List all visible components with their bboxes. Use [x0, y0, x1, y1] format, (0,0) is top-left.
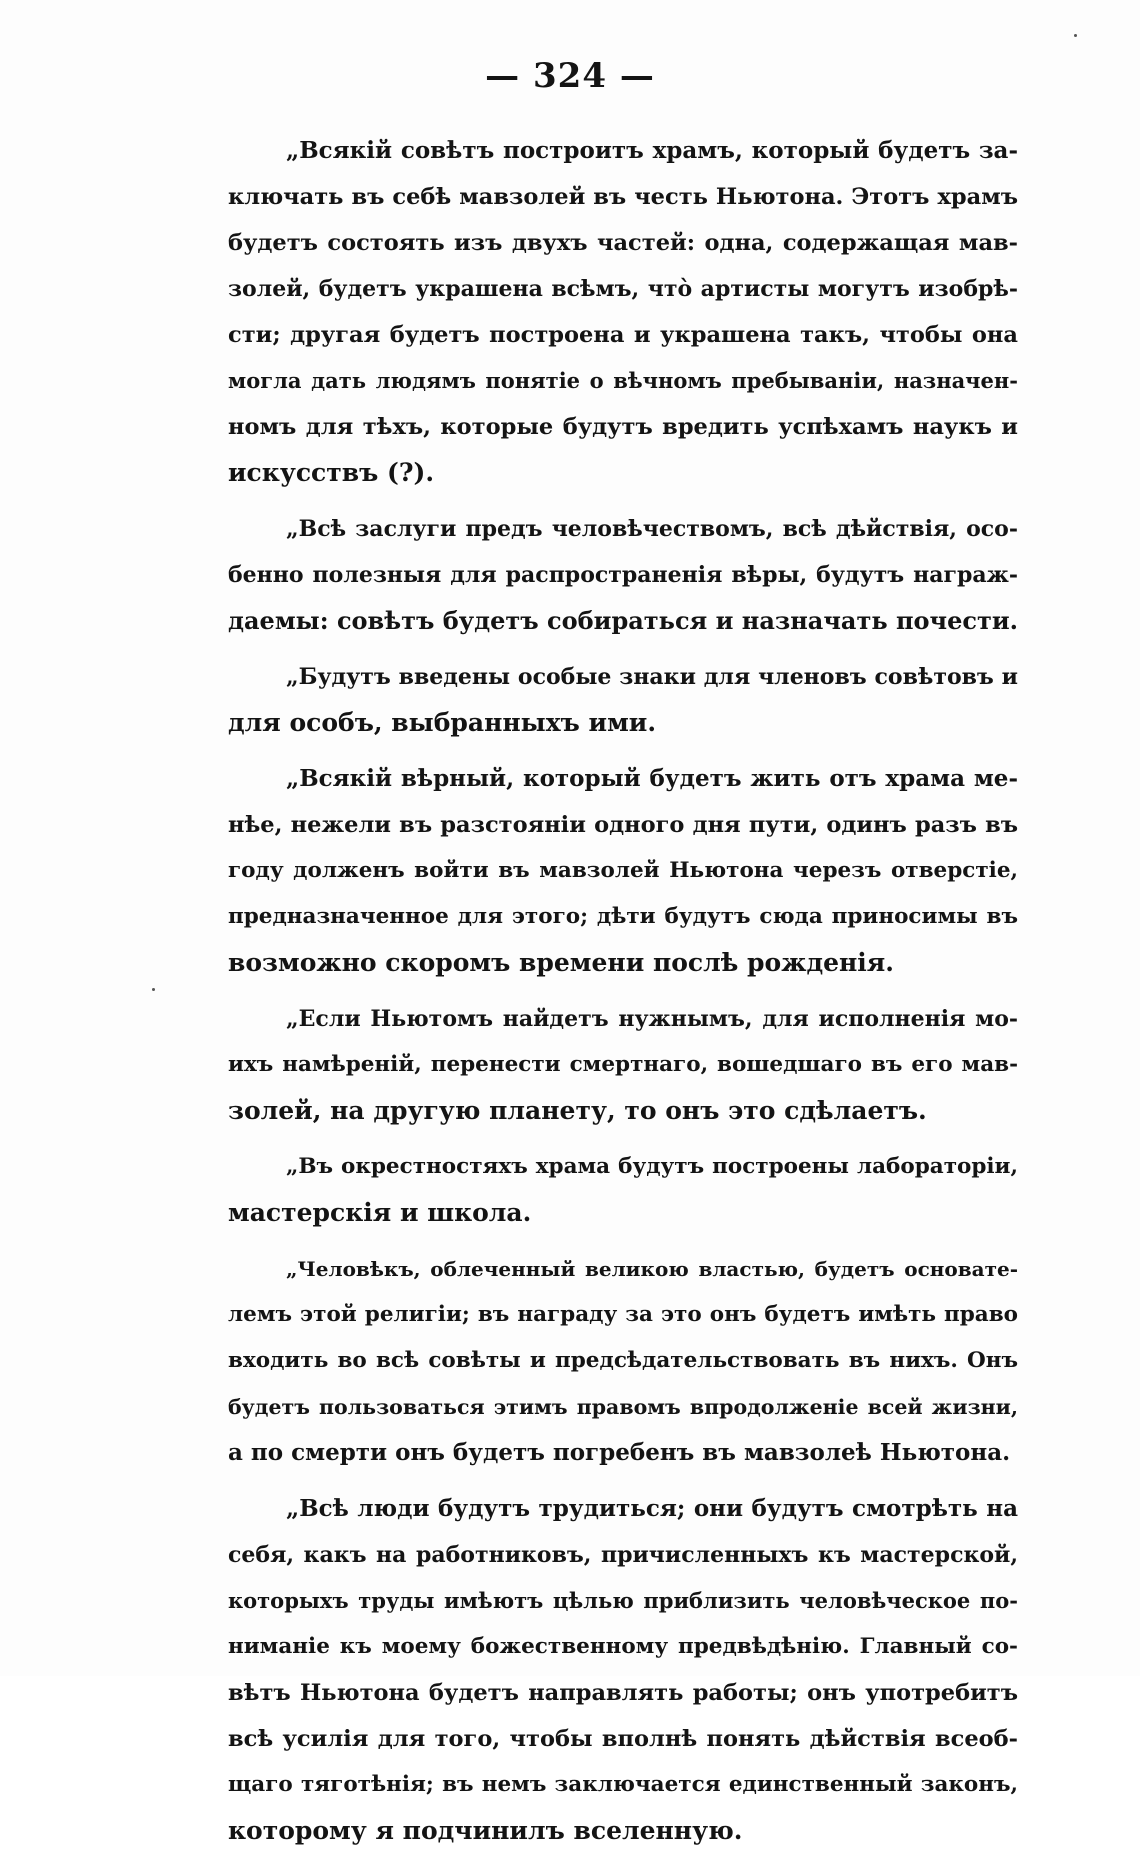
- text-line: золей, будетъ украшена всѣмъ, что̀ артисты могутъ изобрѣ-: [228, 276, 1018, 302]
- text-line: для особъ, выбранныхъ ими.: [228, 708, 657, 737]
- text-line: „Если Ньютомъ найдетъ нужнымъ, для исполненія мо-: [286, 1006, 1018, 1032]
- text-line: могла дать людямъ понятіе о вѣчномъ пребываніи, назначен-: [228, 368, 1018, 393]
- text-line: предназначенное для этого; дѣти будутъ сюда приносимы въ: [228, 904, 1018, 929]
- text-line: себя, какъ на работниковъ, причисленныхъ къ мастерской,: [228, 1542, 1018, 1568]
- text-line: бенно полезныя для распространенія вѣры, будутъ награж-: [228, 562, 1018, 588]
- text-line: всѣ усилія для того, чтобы вполнѣ понять дѣйствія всеоб-: [228, 1726, 1018, 1752]
- text-line: „Всѣ люди будутъ трудиться; они будутъ смотрѣть на: [286, 1495, 1018, 1522]
- paragraph: [228, 506, 1018, 644]
- text-line: „Всякій вѣрный, который будетъ жить отъ храма ме-: [286, 765, 1018, 792]
- text-line: золей, на другую планету, то онъ это сдѣлаетъ.: [228, 1096, 927, 1125]
- text-line: ихъ намѣреній, перенести смертнаго, вошедшаго въ его мав-: [228, 1052, 1018, 1077]
- paragraph: [228, 1246, 1018, 1476]
- body-text: [228, 128, 1018, 1864]
- text-line: искусствъ (?).: [228, 458, 435, 487]
- text-line: мастерскія и школа.: [228, 1198, 532, 1227]
- paragraph: [228, 654, 1018, 746]
- text-line: которыхъ труды имѣютъ цѣлью приблизить человѣческое по-: [228, 1588, 1018, 1613]
- paragraph: [228, 128, 1018, 496]
- text-line: „Всякій совѣтъ построитъ храмъ, который будетъ за-: [286, 137, 1018, 164]
- page-number: — 324 —: [485, 56, 655, 96]
- text-line: номъ для тѣхъ, которые будутъ вредить успѣхамъ наукъ и: [228, 414, 1018, 440]
- text-line: которому я подчинилъ вселенную.: [228, 1816, 743, 1845]
- text-line: а по смерти онъ будетъ погребенъ въ мавзолеѣ Ньютона.: [228, 1439, 1011, 1466]
- text-line: ниманіе къ моему божественному предвѣдѣнію. Главный со-: [228, 1634, 1018, 1659]
- text-line: „Будутъ введены особые знаки для членовъ совѣтовъ и: [286, 664, 1018, 690]
- text-line: нѣе, нежели въ разстояніи одного дня пути, одинъ разъ въ: [228, 812, 1018, 838]
- paragraph: [228, 1144, 1018, 1236]
- print-speck: [1074, 34, 1077, 37]
- text-line: будетъ пользоваться этимъ правомъ впродолженіе всей жизни,: [228, 1395, 1018, 1419]
- text-line: вѣтъ Ньютона будетъ направлять работы; онъ употребитъ: [228, 1680, 1018, 1706]
- text-line: лемъ этой религіи; въ награду за это онъ будетъ имѣть право: [228, 1302, 1018, 1327]
- paragraph: [228, 756, 1018, 986]
- text-line: „Человѣкъ, облеченный великою властью, будетъ основате-: [286, 1257, 1018, 1281]
- text-line: „Въ окрестностяхъ храма будутъ построены лабораторіи,: [286, 1154, 1018, 1179]
- text-line: ключать въ себѣ мавзолей въ честь Ньютона. Этотъ храмъ: [228, 184, 1018, 210]
- text-line: сти; другая будетъ построена и украшена такъ, чтобы она: [228, 322, 1018, 348]
- paragraph: [228, 996, 1018, 1134]
- text-line: будетъ состоять изъ двухъ частей: одна, содержащая мав-: [228, 230, 1018, 256]
- paragraph: [228, 1486, 1018, 1854]
- text-line: „Всѣ заслуги предъ человѣчествомъ, всѣ дѣйствія, осо-: [286, 516, 1018, 542]
- print-speck: [152, 988, 155, 991]
- text-line: входить во всѣ совѣты и предсѣдательствовать въ нихъ. Онъ: [228, 1348, 1018, 1373]
- text-line: возможно скоромъ времени послѣ рожденія.: [228, 948, 894, 977]
- text-line: даемы: совѣтъ будетъ собираться и назначать почести.: [228, 606, 1018, 635]
- text-line: году долженъ войти въ мавзолей Ньютона черезъ отверстіе,: [228, 858, 1018, 883]
- text-line: щаго тяготѣнія; въ немъ заключается единственный законъ,: [228, 1772, 1018, 1797]
